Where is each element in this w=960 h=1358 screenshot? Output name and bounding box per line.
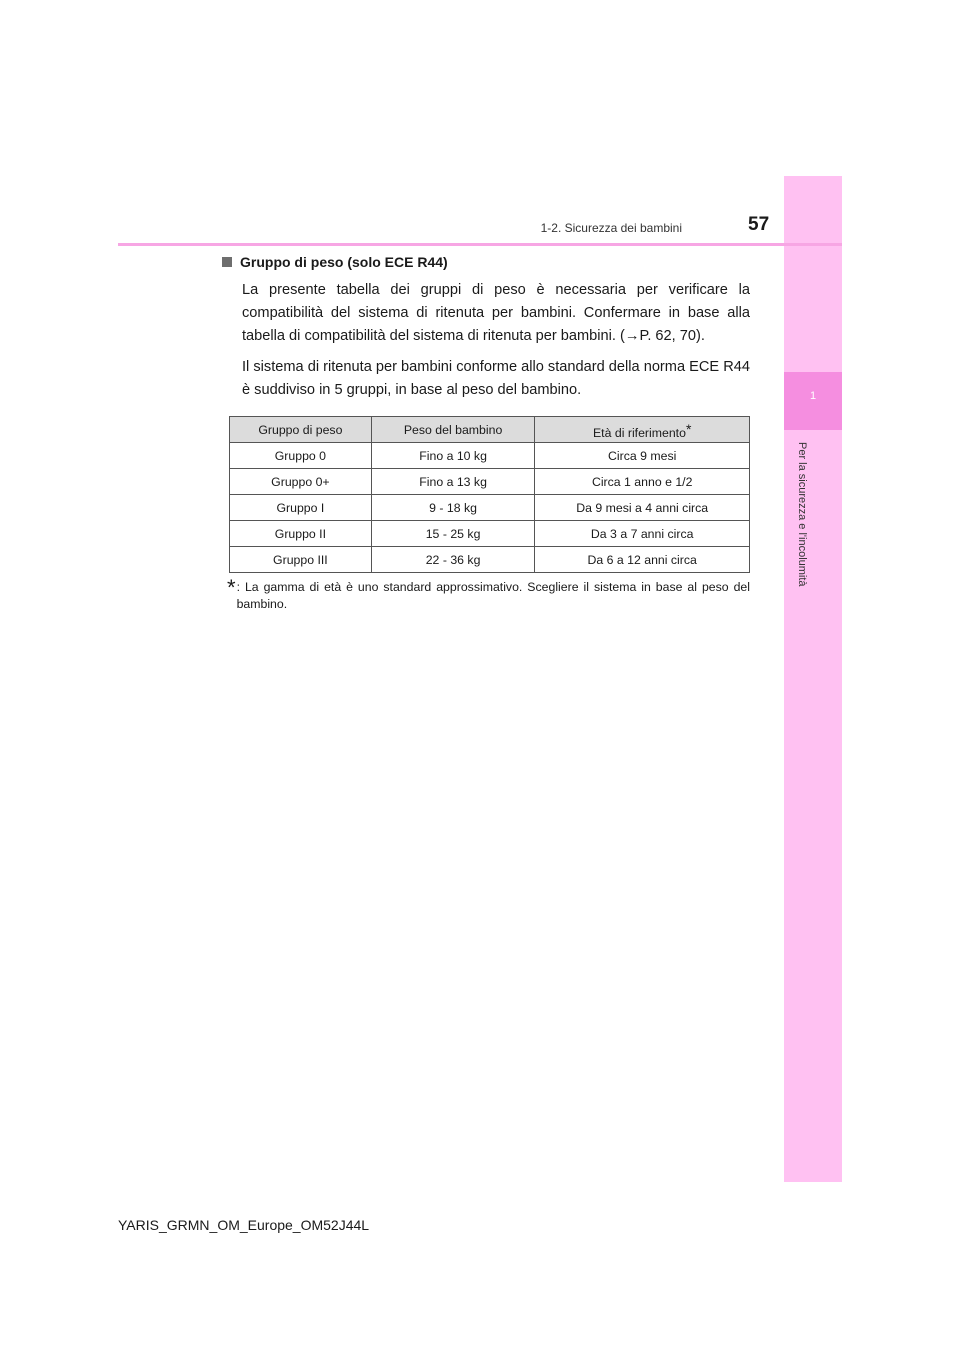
cell-age: Da 9 mesi a 4 anni circa bbox=[535, 495, 750, 521]
chapter-side-tab bbox=[784, 176, 842, 1182]
cell-weight: 9 - 18 kg bbox=[371, 495, 535, 521]
table-row bbox=[230, 521, 750, 547]
table-row bbox=[230, 547, 750, 573]
cell-age: Circa 9 mesi bbox=[535, 443, 750, 469]
table-footnote bbox=[227, 575, 750, 613]
chapter-title: Per la sicurezza e l'incolumità bbox=[796, 442, 808, 587]
cell-age: Circa 1 anno e 1/2 bbox=[535, 469, 750, 495]
section-heading bbox=[222, 254, 750, 270]
column-header-group: Gruppo di peso bbox=[230, 417, 372, 443]
cell-age: Da 3 a 7 anni circa bbox=[535, 521, 750, 547]
paragraph-groups: Il sistema di ritenuta per bambini conforme allo standard della norma ECE R44 è suddiviso in 5 gruppi, in base al peso del bambino. bbox=[242, 359, 750, 398]
table-row bbox=[230, 469, 750, 495]
main-content bbox=[222, 254, 750, 613]
table-header-row bbox=[230, 417, 750, 443]
cell-group: Gruppo I bbox=[230, 495, 372, 521]
table-row bbox=[230, 443, 750, 469]
section-title: 1-2. Sicurezza dei bambini bbox=[540, 221, 682, 235]
cell-group: Gruppo III bbox=[230, 547, 372, 573]
table-row bbox=[230, 495, 750, 521]
cell-weight: 22 - 36 kg bbox=[371, 547, 535, 573]
chapter-title-vertical bbox=[790, 442, 810, 682]
cell-group: Gruppo 0+ bbox=[230, 469, 372, 495]
footnote-mark: * bbox=[685, 420, 692, 437]
square-bullet-icon bbox=[222, 257, 232, 267]
column-header-age-text: Età di riferimento bbox=[592, 426, 686, 441]
cell-group: Gruppo 0 bbox=[230, 443, 372, 469]
weight-group-table bbox=[229, 416, 750, 573]
paragraph-compatibility: La presente tabella dei gruppi di peso è necessaria per verificare la compatibilità del sistema di ritenuta per bambini. Confermare in base alla tabella di compatibilità del sistema di ritenuta per bambini. (→P. 62, 70). bbox=[242, 282, 750, 344]
chapter-number-box bbox=[784, 372, 842, 430]
section-heading-text: Gruppo di peso (solo ECE R44) bbox=[240, 254, 448, 270]
footnote-text: : La gamma di età è uno standard approssimativo. Scegliere il sistema in base al peso del bambino. bbox=[236, 580, 750, 611]
header-divider bbox=[118, 243, 842, 246]
cell-group: Gruppo II bbox=[230, 521, 372, 547]
footnote-star: * bbox=[227, 575, 236, 600]
cell-weight: Fino a 13 kg bbox=[371, 469, 535, 495]
cell-age: Da 6 a 12 anni circa bbox=[535, 547, 750, 573]
chapter-number: 1 bbox=[809, 390, 817, 402]
column-header-weight: Peso del bambino bbox=[371, 417, 535, 443]
cell-weight: Fino a 10 kg bbox=[371, 443, 535, 469]
column-header-age bbox=[535, 417, 750, 443]
cell-weight: 15 - 25 kg bbox=[371, 521, 535, 547]
page-number: 57 bbox=[748, 214, 770, 235]
document-code: YARIS_GRMN_OM_Europe_OM52J44L bbox=[118, 1217, 370, 1233]
